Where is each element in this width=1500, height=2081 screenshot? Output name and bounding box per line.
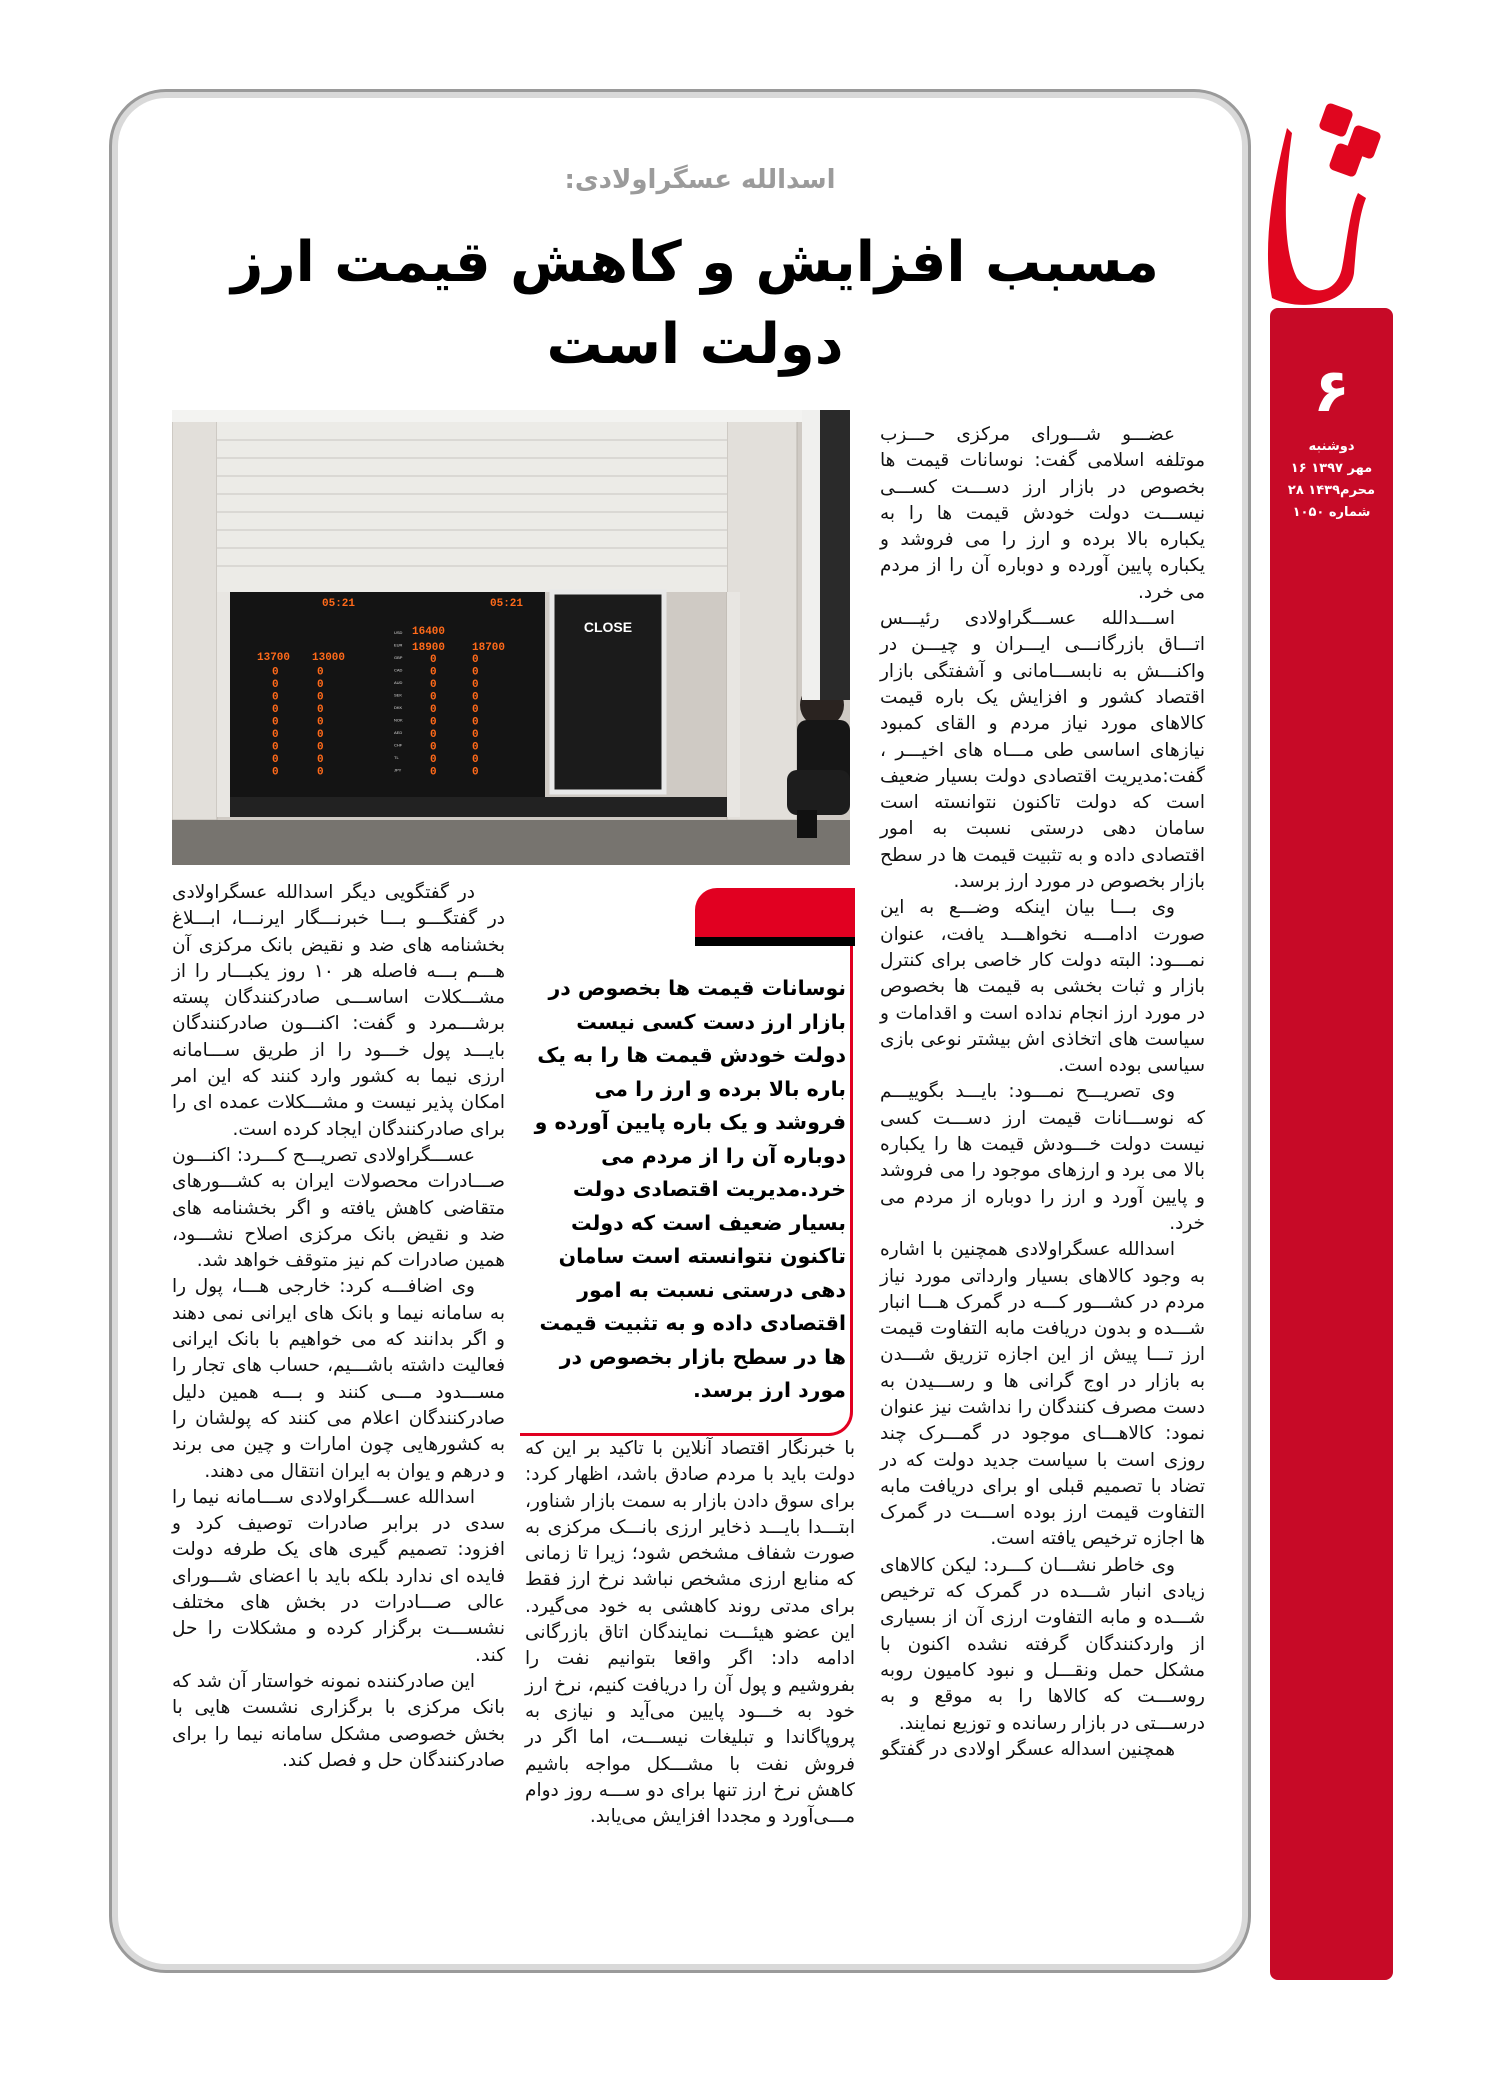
board-currency-code: GBP xyxy=(394,655,403,660)
board-currency-code: AED xyxy=(394,730,403,735)
board-value: 0 xyxy=(472,679,479,691)
board-value: 0 xyxy=(272,766,279,779)
paragraph: اســـدالله عســـگراولادی رئیـــس اتـــاق بازرگانـــی ایـــران و چیـــن در واکنـــش به نابســـامانی و آشفتگی بازار اقتصاد کشور و افزایش یک باره قیمت کالاهای مورد نیاز مردم و القای کمبود نیازهای اساسی طی مـــاه های اخیـــر ، گفت:مدیریت اقتصادی دولت بسیار ضعیف است که دولت تاکنون نتوانسته است سامان دهی درستی نسبت به امور اقتصادی داده و به تثبیت قیمت ها در سطح بازار بخصوص در مورد ارز برسد. xyxy=(880,608,1205,893)
board-value: 0 xyxy=(272,679,279,691)
paragraph: وی اضافـــه کرد: خارجی هـــا، پول را به سامانه نیما و بانک های ایرانی نمی دهند و اگر بدانند که می خواهیم با بانک ایرانی فعالیت داشته باشـــیم، حساب های تجار را مســـدود مـــی کنند و بـــه همین دلیل صادرکنندگان اعلام می کنند که پولشان را به کشورهایی چون امارات و چین می برند و درهم و یوان به ایران انتقال می دهند. xyxy=(172,1276,505,1482)
article-column-right xyxy=(880,422,1205,1763)
board-value: 0 xyxy=(317,691,324,704)
pull-quote-black-rule xyxy=(695,937,855,946)
paragraph: عضـــو شـــورای مرکزی حـــزب موتلفه اسلامی گفت: نوسانات قیمت ها بخصوص در بازار ارز دســـت کســـی نیســـت دولت خودش قیمت ها را به یکباره بالا برده و ارز را می فروشد و یکباره پایین آورده و دوباره آن را از مردم می خرد. xyxy=(880,424,1205,603)
board-time: 05:21 xyxy=(490,598,524,610)
paragraph: در گفتگویی دیگر اسدالله عسگراولادی در گفتگـــو بـــا خبرنـــگار ایرنـــا، ابـــلاغ بخشنامه های ضد و نقیض بانک مرکزی آن هـــم بـــه فاصله هر ۱۰ روز یکبـــار را از مشـــکلات اساســـی صادرکنندگان پسته برشـــمرد و گفت: اکنـــون صادرکنندگان بایـــد پول خـــود را از طریق ســـامانه ارزی نیما به کشور وارد کنند که این امر امکان پذیر نیست و مشـــکلات عمده ای را برای صادرکنندگان ایجاد کرده است. xyxy=(172,882,505,1140)
paragraph: همچنین اسداله عسگر اولادی در گفتگو xyxy=(880,1738,1175,1760)
board-value: 0 xyxy=(272,704,279,716)
headline-line-2: دولت است xyxy=(546,312,844,377)
shoma-logo xyxy=(1262,98,1402,308)
board-value: 0 xyxy=(430,679,437,691)
board-value: 0 xyxy=(472,766,479,779)
board-currency-code: DKK xyxy=(394,705,403,710)
board-value: 18900 xyxy=(412,642,446,654)
paragraph: عســـگراولادی تصریـــح کـــرد: اکنـــون صـــادرات محصولات ایران به کشـــورهای متقاضی کاهش یافته و اگر بخشنامه های ضد و نقیض بانک مرکزی اصلاح نشـــود، همین صادرات کم نیز متوقف خواهد شد. xyxy=(172,1144,505,1272)
paragraph: با خبرنگار اقتصاد آنلاین با تاکید بر این که دولت باید با مردم صادق باشد، اظهار کرد: برای سوق دادن بازار به سمت بازار شناور، ابتـــدا بایـــد ذخایر ارزی بانـــک مرکزی به صورت شفاف مشخص شود؛ زیرا تا زمانی که منابع ارزی مشخص نباشد نرخ ارز فقط برای مدتی روند کاهشی به خود می‌گیرد. این عضو هیئـــت نمایندگان اتاق بازرگانی ادامه داد: اگر واقعا بتوانیم نفت را بفروشیم و پول آن را دریافت کنیم، نرخ ارز خود به خـــود پایین می‌آید و نیازی به پروپاگاندا و تبلیغات نیســـت، اما اگر در فروش نفت با مشـــکل مواجه باشیم کاهش نرخ ارز تنها برای دو ســـه روز دوام مـــی‌آورد و مجددا افزایش می‌یابد. xyxy=(525,1438,855,1828)
date-solar: ۱۶ مهر ۱۳۹۷ xyxy=(1290,461,1373,476)
board-currency-code: JPY xyxy=(394,767,402,773)
board-value: 0 xyxy=(272,729,279,741)
board-value: 0 xyxy=(472,691,479,704)
board-value: 0 xyxy=(272,716,279,729)
board-time: 05:21 xyxy=(322,598,356,610)
pull-quote-text: نوسانات قیمت ها بخصوص در بازار ارز دست کسی نیست دولت خودش قیمت ها را به یک باره بالا برده و ارز را می فروشد و یک باره پایین آورده و دوباره آن را از مردم می خرد.مدیریت اقتصادی دولت بسیار ضعیف است که دولت تاکنون نتوانسته است سامان دهی درستی نسبت به امور اقتصادی داده و به تثبیت قیمت ها در سطح بازار بخصوص در مورد ارز برسد. xyxy=(534,976,846,1402)
board-value: 0 xyxy=(317,704,324,716)
article-column-middle xyxy=(525,1436,855,1830)
headline xyxy=(200,222,1190,386)
board-currency-code: CAD xyxy=(394,667,403,673)
board-value: 0 xyxy=(430,729,437,741)
board-value: 0 xyxy=(430,716,437,729)
paragraph: وی بـــا بیان اینکه وضـــع به این صورت ادامـــه نخواهـــد یافت، عنوان نمـــود: البته دولت کار خاصی برای کنترل بازار و ثبات بخشی به قیمت ها بخصوص در مورد ارز انجام نداده است و اقدامات و سیاست های اتخاذی اش بیشتر نوعی بازی سیاسی بوده است. xyxy=(880,897,1205,1077)
board-value: 0 xyxy=(317,729,324,741)
paragraph: وی خاطر نشـــان کـــرد: لیکن کالاهای زیادی انبار شـــده در گمرک که ترخیص شـــده و مابه التفاوت ارزی آن از بسیاری از واردکنندگان گرفته نشده اکنون با مشکل حمل ونقـــل و نبود کامیون روبه روســـت که کالاها را به موقع و به درســـتی در بازار رسانده و توزیع نمایند. xyxy=(880,1554,1205,1734)
paragraph: این صادرکننده نمونه خواستار آن شد که بانک مرکزی با برگزاری نشست هایی با بخش خصوصی مشکل سامانه نیما را برای صادرکنندگان حل و فصل کند. xyxy=(172,1670,505,1771)
board-value: 13000 xyxy=(312,652,346,664)
weekday: دوشنبه xyxy=(1308,439,1355,454)
board-value: 0 xyxy=(472,754,479,766)
board-currency-code: NOK xyxy=(394,717,403,723)
board-value: 0 xyxy=(472,716,479,729)
board-currency-code: USD xyxy=(394,630,403,635)
board-value: 0 xyxy=(472,654,479,666)
exchange-shop-photo xyxy=(172,410,850,865)
board-value: 0 xyxy=(272,666,279,679)
pull-quote-box xyxy=(520,880,855,1435)
board-currency-code: TL xyxy=(394,755,399,760)
board-currency-code: SEK xyxy=(394,692,403,698)
board-value: 0 xyxy=(430,691,437,704)
board-currency-code: CHF xyxy=(394,742,403,748)
board-value: 0 xyxy=(430,704,437,716)
pavement xyxy=(172,820,850,865)
board-value: 0 xyxy=(472,741,479,754)
board-value: 0 xyxy=(272,741,279,754)
board-value: 0 xyxy=(272,754,279,766)
board-value: 0 xyxy=(317,679,324,691)
close-sign: CLOSE xyxy=(583,619,633,635)
article-photo xyxy=(172,410,850,865)
board-value: 18700 xyxy=(472,642,506,654)
board-value: 0 xyxy=(317,741,324,754)
board-value: 0 xyxy=(317,766,324,779)
board-value: 13700 xyxy=(257,652,291,664)
board-value: 0 xyxy=(430,766,437,779)
article-column-left xyxy=(172,880,505,1774)
board-value: 16400 xyxy=(412,626,446,638)
board-value: 0 xyxy=(317,666,324,679)
board-value: 0 xyxy=(317,754,324,766)
board-currency-code: AUD xyxy=(394,680,403,685)
board-value: 0 xyxy=(472,666,479,679)
paragraph: اسدالله عسگراولادی همچنین با اشاره به وجود کالاهای بسیار وارداتی مورد نیاز مردم در کشـــور کـــه در گمرک هـــا انبار شـــده و بدون دریافت مابه التفاوت قیمت ارز تـــا پیش از این اجازه تزریق شـــدن به بازار در اوج گرانی ها و رســـیدن به دست مصرف کنندگان را نداشت نیز عنوان نمود: کالاهـــای موجود در گمـــرک چند روزی است با سیاست جدید دولت که در تضاد با تصمیم قبلی او برای دریافت مابه التفاوت قیمت ارز بوده اســـت در گمرک ها اجازه ترخیص یافته است. xyxy=(880,1239,1205,1550)
board-value: 0 xyxy=(472,729,479,741)
board-value: 0 xyxy=(317,716,324,729)
issue-number: شماره ۱۰۵۰ xyxy=(1292,505,1371,520)
paragraph: وی تصریـــح نمـــود: بایـــد بگوییـــم که نوســـانات قیمت ارز دســـت کسی نیست دولت خـــودش قیمت ها را یکباره بالا می برد و ارزهای موجود را می فروشد و پایین آورد و ارز را دوباره از مردم می خرد. xyxy=(880,1081,1205,1234)
board-currency-code: EUR xyxy=(394,642,403,648)
paragraph: اسدالله عســـگراولادی ســـامانه نیما را سدی در برابر صادرات توصیف کرد و افزود: تصمیم گیری های یک طرفه دولت فایده ای ندارد بلکه باید با اعضای شـــورای عالی صـــادرات در بخش های مختلف نشســـت برگزار کرده و مشکلات را حل کند. xyxy=(172,1486,505,1666)
board-value: 0 xyxy=(430,741,437,754)
board-value: 0 xyxy=(430,666,437,679)
kicker: اسدالله عسگراولادی: xyxy=(564,165,836,195)
headline-line-1: مسبب افزایش و کاهش قیمت ارز xyxy=(231,230,1159,295)
board-value: 0 xyxy=(472,704,479,716)
page-info-tab xyxy=(1270,308,1393,1980)
board-value: 0 xyxy=(430,754,437,766)
page-number: ۶ xyxy=(1313,356,1350,426)
date-lunar: ۲۸ محرم۱۴۳۹ xyxy=(1287,483,1376,498)
board-value: 0 xyxy=(430,654,437,666)
board-value: 0 xyxy=(272,691,279,704)
